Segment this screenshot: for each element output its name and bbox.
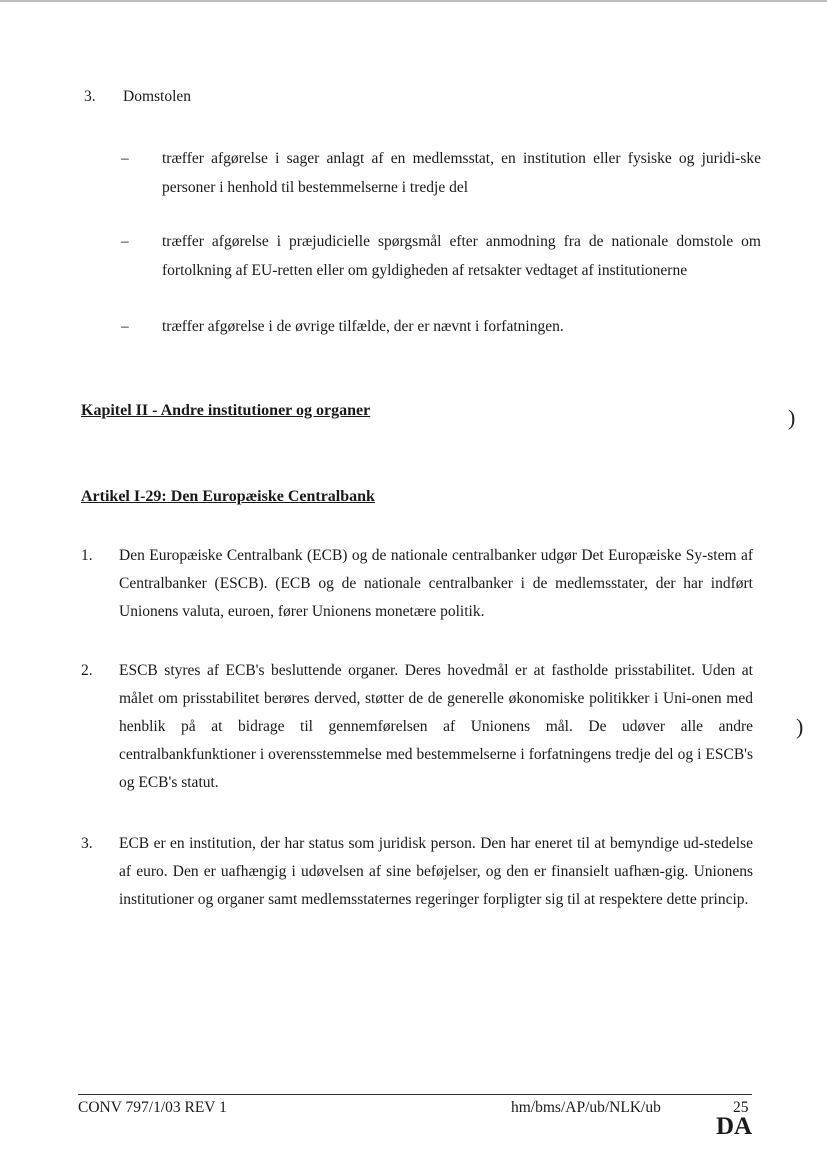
dash-bullet: – (121, 233, 129, 250)
list-item (121, 312, 761, 341)
list-item-text: træffer afgørelse i præjudicielle spørgsmål efter anmodning fra de nationale domstole om fortolkning af EU-retten eller om gyldigheden af retsakter vedtaget af institutionerne (162, 233, 761, 279)
section-number: 3. (84, 88, 96, 105)
paragraph-number: 1. (81, 547, 93, 564)
section-title: Domstolen (123, 88, 192, 105)
list-item-text: træffer afgørelse i sager anlagt af en medlemsstat, en institution eller fysiske og juridi-ske personer i henhold til bestemmelserne i tredje del (162, 150, 761, 196)
list-item-text: træffer afgørelse i de øvrige tilfælde, der er nævnt i forfatningen. (162, 318, 564, 335)
paragraph-text: Den Europæiske Centralbank (ECB) og de nationale centralbanker udgør Det Europæiske Sy-stem af Centralbanker (ESCB). (ECB og de nationale centralbanker i de medlemsstater, der har indført Unionens valuta, euroen, fører Unionens monetære politik. (119, 547, 753, 620)
chapter-heading: Kapitel II - Andre institutioner og organer (81, 402, 371, 419)
footer-page-number: 25 (733, 1099, 749, 1116)
paragraph-text: ECB er en institution, der har status som juridisk person. Den har eneret til at bemyndige ud-stedelse af euro. Den er uafhængig i udøvelsen af sine beføjelser, og den er finansielt uafhæn-gig. Unionens institutioner og organer samt medlemsstaternes regeringer forpligter sig til at respektere dette princip. (119, 835, 753, 908)
list-item (121, 227, 761, 285)
article-paragraph (81, 657, 753, 797)
top-border-line (0, 0, 827, 2)
dash-bullet: – (121, 318, 129, 335)
margin-mark: ) (788, 405, 796, 430)
footer-doc-ref: CONV 797/1/03 REV 1 (78, 1099, 227, 1116)
article-paragraph (81, 542, 753, 626)
footer-initials: hm/bms/AP/ub/NLK/ub (511, 1099, 661, 1116)
list-item (121, 144, 761, 202)
paragraph-number: 2. (81, 662, 93, 679)
footer-language: DA (716, 1113, 753, 1140)
footer-rule (78, 1094, 752, 1095)
section-heading (84, 88, 191, 106)
article-paragraph (81, 830, 753, 914)
paragraph-text: ESCB styres af ECB's besluttende organer. Deres hovedmål er at fastholde prisstabilitet. Uden at målet om prisstabilitet berøres derved, støtter de de generelle økonomiske politikker i Uni-onen med henblik på at bidrage til gennemførelsen af Unionens mål. De udøver alle andre centralbankfunktioner i overensstemmelse med bestemmelserne i forfatningens tredje del og i ESCB's og ECB's statut. (119, 662, 753, 791)
dash-bullet: – (121, 150, 129, 167)
margin-mark: ) (796, 714, 804, 739)
paragraph-number: 3. (81, 835, 93, 852)
article-heading: Artikel I-29: Den Europæiske Centralbank (81, 488, 375, 505)
